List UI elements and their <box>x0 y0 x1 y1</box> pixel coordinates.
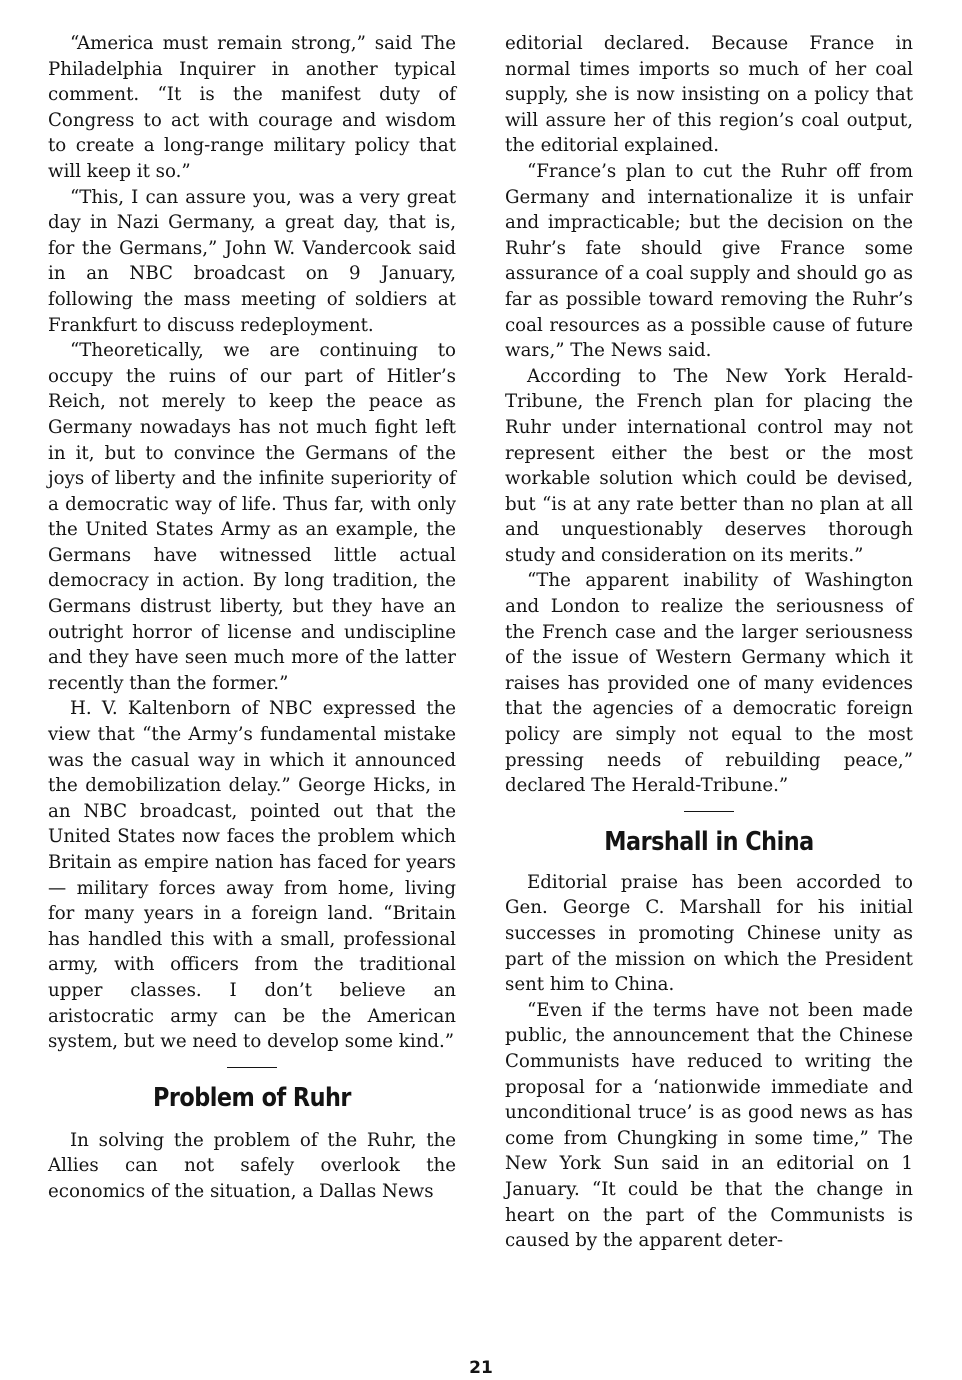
left-column <box>48 31 456 1205</box>
section-heading-problem-of-ruhr: Problem of Ruhr <box>153 1082 351 1113</box>
paragraph-editorial-declared: editorial declared. Because France in normal times imports so much of her coal supply, she is now insisting on a policy that will assure her of this region’s coal output, the editorial explained. <box>505 33 913 157</box>
paragraph-theoretically: “Theoretically, we are continuing to occupy the ruins of our part of Hitler’s Reich, not merely to keep the peace as Germany nowadays has not much fight left in it, but to convince the Germans of the joys of liberty and the infinite superiority of a democratic way of life. Thus far, with only the United States Army as an example, the Germans have witnessed little actual democracy in action. By long tradition, the Germans distrust liberty, but they have an outright horror of license and undiscipline and they have seen much more of the latter recently than the former.” <box>48 340 456 694</box>
section-divider <box>227 1067 277 1068</box>
page-number: 21 <box>469 1358 493 1378</box>
paragraph-america-strong: “America must remain strong,” said The Philadelphia Inquirer in another typical comment. “It is the manifest duty of Congress to act with courage and wisdom to create a long-range military policy that will keep it so.” <box>48 33 456 182</box>
section-divider <box>684 811 734 812</box>
section-heading-marshall-in-china: Marshall in China <box>604 826 814 857</box>
paragraph-france-plan: “France’s plan to cut the Ruhr off from Germany and internationalize it is unfair and impracticable; but the decision on the Ruhr’s fate should give France some assurance of a coal supply and should go as far as possible toward removing the Ruhr’s coal resources as a possible cause of future wars,” The News said. <box>505 160 913 362</box>
paragraph-chinese-communists: “Even if the terms have not been made public, the announcement that the Chinese Communists have reduced to writing the proposal for a ‘nationwide immediate and unconditional truce’ is as good news as has come from Chungking in some time,” The New York Sun said in an editorial on 1 January. “It could be that the change in heart on the part of the Communists is caused by the apparent deter- <box>505 999 913 1252</box>
paragraph-kaltenborn: H. V. Kaltenborn of NBC expressed the view that “the Army’s fundamental mistake was the casual way in which it announced the demobilization delay.” George Hicks, in an NBC broadcast, pointed out that the United States now faces the problem which Britain as empire nation has faced for years — military forces away from home, living for many years in a foreign land. “Britain has handled this with a small, professional army, with officers from the traditional upper classes. I don’t believe an aristocratic army can be the American system, but we need to develop some kind.” <box>48 698 456 1053</box>
paragraph-marshall-praise: Editorial praise has been accorded to Gen. George C. Marshall for his initial successes in promoting Chinese unity as part of the mission on which the President sent him to China. <box>505 871 913 996</box>
paragraph-herald-tribune: According to The New York Herald-Tribune, the French plan for placing the Ruhr under international control may not represent either the best or the most workable solution which could be devised, but “is at any rate better than no plan at all and unquestionably deserves thorough study and consideration on its merits.” <box>505 365 913 566</box>
paragraph-ruhr-intro: In solving the problem of the Ruhr, the Allies can not safely overlook the economics of the situation, a Dallas News <box>48 1129 456 1202</box>
right-column <box>505 31 913 1254</box>
paragraph-washington-london: “The apparent inability of Washington and London to realize the seriousness of the French case and the larger seriousness of the issue of Western Germany which it raises has provided one of many evidences that the agencies of a democratic foreign policy are simply not equal to the most pressing needs of rebuilding peace,” declared The Herald-Tribune.” <box>505 570 913 797</box>
paragraph-vandercook: “This, I can assure you, was a very great day in Nazi Germany, a great day, that is, for the Germans,” John W. Vandercook said in an NBC broadcast on 9 January, following the mass meeting of soldiers at Frankfurt to discuss redeployment. <box>48 186 456 336</box>
